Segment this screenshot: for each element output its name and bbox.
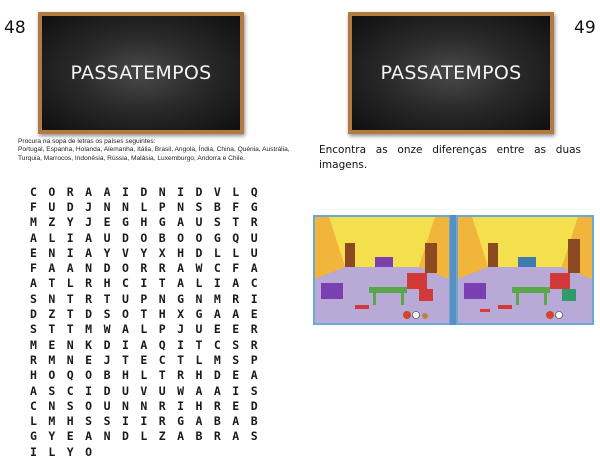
grid-letter[interactable]: H [103,276,111,291]
grid-letter[interactable]: B [158,230,166,245]
board-title-right: PASSATEMPOS [380,62,522,84]
grid-letter[interactable]: A [250,261,258,276]
grid-letter[interactable]: L [140,199,148,214]
grid-letter[interactable]: I [121,184,129,199]
grid-letter[interactable]: S [103,307,111,322]
grid-letter[interactable]: V [121,245,129,260]
grid-letter[interactable]: L [30,414,37,429]
grid-letter[interactable]: A [177,429,185,444]
grid-letter[interactable]: D [103,383,111,398]
grid-letter[interactable]: D [66,199,74,214]
grid-letter[interactable]: N [48,398,56,413]
differences-instruction: Encontra as onze diferenças entre as duas imagens. [319,144,581,171]
grid-letter[interactable]: T [232,215,240,230]
scene-image-right [456,215,594,325]
grid-letter[interactable]: E [232,398,240,413]
grid-letter[interactable]: N [66,352,74,367]
grid-letter[interactable]: H [30,368,37,383]
word-search-grid [30,184,269,459]
instruction-line-1: Procura na sopa de letras os países seguintes: [18,138,156,145]
grid-letter[interactable]: G [121,215,129,230]
grid-letter[interactable]: L [140,368,148,383]
grid-letter[interactable]: N [140,398,148,413]
grid-letter[interactable]: G [250,199,258,214]
grid-letter[interactable]: O [121,307,129,322]
grid-letter[interactable]: Z [158,429,166,444]
grid-letter[interactable]: A [232,429,240,444]
grid-letter[interactable]: A [85,245,93,260]
grid-letter[interactable]: M [30,337,37,352]
grid-letter[interactable]: B [103,368,111,383]
grid-letter[interactable]: T [177,352,185,367]
grid-letter[interactable]: R [250,322,258,337]
grid-letter[interactable]: T [66,322,74,337]
grid-letter[interactable]: A [30,230,37,245]
grid-letter[interactable]: U [195,215,203,230]
grid-letter[interactable]: I [66,230,74,245]
grid-letter[interactable]: I [177,337,185,352]
grid-letter[interactable]: D [140,184,148,199]
grid-letter[interactable]: L [140,322,148,337]
grid-letter[interactable]: L [140,429,148,444]
grid-letter[interactable]: F [232,199,240,214]
grid-letter[interactable]: K [85,337,93,352]
grid-letter[interactable]: A [177,276,185,291]
grid-letter[interactable]: H [121,368,129,383]
grid-letter[interactable]: U [103,230,111,245]
grid-letter[interactable]: N [195,291,203,306]
grid-letter[interactable]: S [85,414,93,429]
grid-letter[interactable]: N [121,199,129,214]
grid-letter[interactable]: B [195,429,203,444]
grid-letter[interactable]: A [232,276,240,291]
grid-letter[interactable]: A [195,414,203,429]
grid-letter[interactable]: R [158,414,166,429]
grid-letter[interactable]: F [30,199,37,214]
grid-letter[interactable]: Q [158,337,166,352]
grid-letter[interactable]: M [48,414,56,429]
grid-letter[interactable]: A [30,276,37,291]
grid-letter[interactable]: X [177,307,185,322]
grid-letter[interactable]: D [195,184,203,199]
grid-letter[interactable]: O [48,368,56,383]
grid-letter[interactable]: G [177,414,185,429]
grid-letter[interactable]: R [85,276,93,291]
grid-letter[interactable]: Q [66,368,74,383]
grid-letter[interactable]: B [250,414,258,429]
grid-letter[interactable]: R [250,337,258,352]
grid-letter[interactable]: N [48,291,56,306]
grid-letter[interactable]: E [140,352,148,367]
grid-letter[interactable]: U [158,383,166,398]
grid-letter[interactable]: J [85,199,93,214]
grid-letter[interactable]: C [121,276,129,291]
grid-letter[interactable]: O [195,230,203,245]
grid-letter[interactable]: G [195,307,203,322]
grid-letter[interactable]: L [232,184,240,199]
grid-letter[interactable]: I [30,444,37,459]
grid-letter[interactable]: I [85,383,93,398]
grid-letter[interactable]: E [66,429,74,444]
grid-letter[interactable]: G [177,291,185,306]
grid-letter[interactable]: B [213,414,221,429]
grid-letter[interactable]: L [48,444,56,459]
grid-letter[interactable]: R [177,368,185,383]
grid-letter[interactable]: Y [66,444,74,459]
grid-letter[interactable]: C [213,337,221,352]
grid-letter[interactable]: G [30,429,37,444]
grid-letter[interactable]: A [177,261,185,276]
grid-letter[interactable]: U [121,291,129,306]
grid-letter[interactable]: I [232,383,240,398]
grid-letter[interactable]: L [48,230,56,245]
grid-letter[interactable]: C [30,398,37,413]
grid-letter[interactable]: Z [48,307,56,322]
grid-letter[interactable]: N [103,429,111,444]
grid-letter[interactable]: D [103,337,111,352]
grid-letter[interactable]: H [177,245,185,260]
grid-letter[interactable]: S [232,337,240,352]
grid-letter[interactable]: D [85,307,93,322]
grid-letter[interactable]: S [195,199,203,214]
grid-letter[interactable]: N [103,199,111,214]
grid-letter[interactable]: N [158,291,166,306]
grid-letter[interactable]: P [158,322,166,337]
grid-letter[interactable]: J [85,215,93,230]
scene-image-left [313,215,451,325]
grid-letter[interactable]: P [250,352,258,367]
grid-letter[interactable]: L [232,245,240,260]
grid-letter[interactable]: S [30,322,37,337]
grid-letter[interactable]: O [85,398,93,413]
grid-letter[interactable]: R [232,291,240,306]
grid-letter[interactable]: O [48,184,56,199]
grid-letter[interactable]: U [250,230,258,245]
grid-letter[interactable]: E [232,368,240,383]
grid-letter[interactable]: S [232,352,240,367]
chalkboard-left [38,12,244,134]
grid-letter[interactable]: A [213,307,221,322]
grid-letter[interactable]: R [250,215,258,230]
grid-letter[interactable]: E [250,307,258,322]
grid-letter[interactable]: O [140,230,148,245]
grid-letter[interactable]: M [85,322,93,337]
grid-letter[interactable]: T [140,307,148,322]
grid-letter[interactable]: I [121,337,129,352]
grid-letter[interactable]: R [30,352,37,367]
grid-letter[interactable]: R [140,261,148,276]
grid-letter[interactable]: L [66,276,74,291]
grid-letter[interactable]: I [177,184,185,199]
grid-letter[interactable]: Y [140,245,148,260]
grid-letter[interactable]: D [103,261,111,276]
grid-letter[interactable]: I [177,398,185,413]
grid-letter[interactable]: J [103,352,111,367]
grid-letter[interactable]: T [158,368,166,383]
grid-letter[interactable]: A [85,429,93,444]
grid-letter[interactable]: O [177,230,185,245]
grid-letter[interactable]: I [213,276,221,291]
grid-letter[interactable]: S [66,398,74,413]
grid-letter[interactable]: U [195,322,203,337]
grid-letter[interactable]: O [85,444,93,459]
word-search-instructions [18,138,290,163]
grid-letter[interactable]: W [103,322,111,337]
grid-letter[interactable]: A [48,261,56,276]
grid-letter[interactable]: D [250,398,258,413]
grid-letter[interactable]: R [66,184,74,199]
grid-letter[interactable]: U [121,383,129,398]
grid-letter[interactable]: D [121,429,129,444]
board-title-left: PASSATEMPOS [70,62,212,84]
grid-letter[interactable]: B [213,199,221,214]
grid-letter[interactable]: G [158,215,166,230]
page-number-right: 49 [574,18,596,38]
grid-letter[interactable]: T [195,337,203,352]
grid-letter[interactable]: D [195,245,203,260]
grid-letter[interactable]: S [30,291,37,306]
grid-letter[interactable]: I [250,291,258,306]
grid-letter[interactable]: C [30,184,37,199]
grid-letter[interactable]: P [140,291,148,306]
grid-letter[interactable]: A [121,322,129,337]
grid-letter[interactable]: T [66,291,74,306]
grid-letter[interactable]: V [140,383,148,398]
grid-letter[interactable]: Q [250,184,258,199]
grid-letter[interactable]: A [177,215,185,230]
grid-letter[interactable]: F [30,261,37,276]
grid-letter[interactable]: L [213,245,221,260]
grid-letter[interactable]: H [158,307,166,322]
grid-letter[interactable]: A [66,261,74,276]
grid-letter[interactable]: A [250,368,258,383]
grid-letter[interactable]: Q [232,230,240,245]
grid-letter[interactable]: D [213,368,221,383]
grid-letter[interactable]: W [177,383,185,398]
grid-letter[interactable]: M [213,352,221,367]
grid-letter[interactable]: T [48,322,56,337]
grid-letter[interactable]: L [195,352,203,367]
grid-letter[interactable]: M [48,352,56,367]
grid-letter[interactable]: E [30,245,37,260]
grid-letter[interactable]: S [48,383,56,398]
grid-letter[interactable]: A [213,383,221,398]
grid-letter[interactable]: T [103,291,111,306]
grid-letter[interactable]: S [103,414,111,429]
grid-letter[interactable]: H [195,368,203,383]
grid-letter[interactable]: C [158,352,166,367]
grid-letter[interactable]: E [103,215,111,230]
grid-letter[interactable]: Z [48,215,56,230]
grid-letter[interactable]: I [140,276,148,291]
grid-letter[interactable]: A [85,184,93,199]
grid-letter[interactable]: A [103,184,111,199]
grid-letter[interactable]: N [85,261,93,276]
grid-letter[interactable]: N [121,398,129,413]
grid-letter[interactable]: Y [103,245,111,260]
grid-letter[interactable]: O [121,261,129,276]
grid-letter[interactable]: A [140,337,148,352]
grid-letter[interactable]: D [30,307,37,322]
grid-letter[interactable]: V [213,184,221,199]
instruction-line-2: Portugal, Espanha, Holanda, Alemanha, Itália, Brasil, Angola, Índia, China, Quénia, Austrália, Turquia, Marrocos, Indonésia, Rússia, Malásia, Luxemburgo, Andorra e Chile. [18,146,290,162]
grid-letter[interactable]: X [158,245,166,260]
grid-letter[interactable]: C [213,261,221,276]
grid-letter[interactable]: U [250,245,258,260]
grid-letter[interactable]: A [30,383,37,398]
grid-letter[interactable]: N [48,245,56,260]
grid-letter[interactable]: I [140,414,148,429]
grid-letter[interactable]: E [48,337,56,352]
grid-letter[interactable]: J [177,322,185,337]
grid-letter[interactable]: L [195,276,203,291]
grid-letter[interactable]: R [213,429,221,444]
grid-letter[interactable]: E [232,322,240,337]
grid-letter[interactable]: R [158,398,166,413]
grid-letter[interactable]: A [232,414,240,429]
grid-letter[interactable]: T [158,276,166,291]
grid-letter[interactable]: N [177,199,185,214]
grid-letter[interactable]: T [121,352,129,367]
grid-letter[interactable]: W [195,261,203,276]
grid-letter[interactable]: I [121,414,129,429]
grid-letter[interactable]: H [140,215,148,230]
page-number-left: 48 [4,18,26,38]
grid-letter[interactable]: E [213,322,221,337]
grid-letter[interactable]: R [213,398,221,413]
grid-letter[interactable]: D [121,230,129,245]
grid-letter[interactable]: U [48,199,56,214]
grid-letter[interactable]: F [232,261,240,276]
grid-letter[interactable]: N [158,184,166,199]
grid-letter[interactable]: C [250,276,258,291]
grid-letter[interactable]: C [66,383,74,398]
grid-letter[interactable]: O [85,368,93,383]
grid-letter[interactable]: G [213,230,221,245]
grid-letter[interactable]: U [103,398,111,413]
grid-letter[interactable]: I [66,245,74,260]
grid-letter[interactable]: P [158,199,166,214]
grid-letter[interactable]: A [232,307,240,322]
grid-letter[interactable]: A [85,230,93,245]
grid-letter[interactable]: N [66,337,74,352]
grid-letter[interactable]: H [195,398,203,413]
grid-letter[interactable]: M [30,215,37,230]
grid-letter[interactable]: R [158,261,166,276]
grid-letter[interactable]: T [66,307,74,322]
grid-letter[interactable]: A [195,383,203,398]
grid-letter[interactable]: S [250,383,258,398]
grid-letter[interactable]: R [85,291,93,306]
grid-letter[interactable]: Y [48,429,56,444]
grid-letter[interactable]: M [213,291,221,306]
grid-letter[interactable]: Y [66,215,74,230]
grid-letter[interactable]: S [213,215,221,230]
grid-letter[interactable]: E [85,352,93,367]
chalkboard-right [348,12,554,134]
grid-letter[interactable]: T [48,276,56,291]
grid-letter[interactable]: H [66,414,74,429]
grid-letter[interactable]: S [250,429,258,444]
